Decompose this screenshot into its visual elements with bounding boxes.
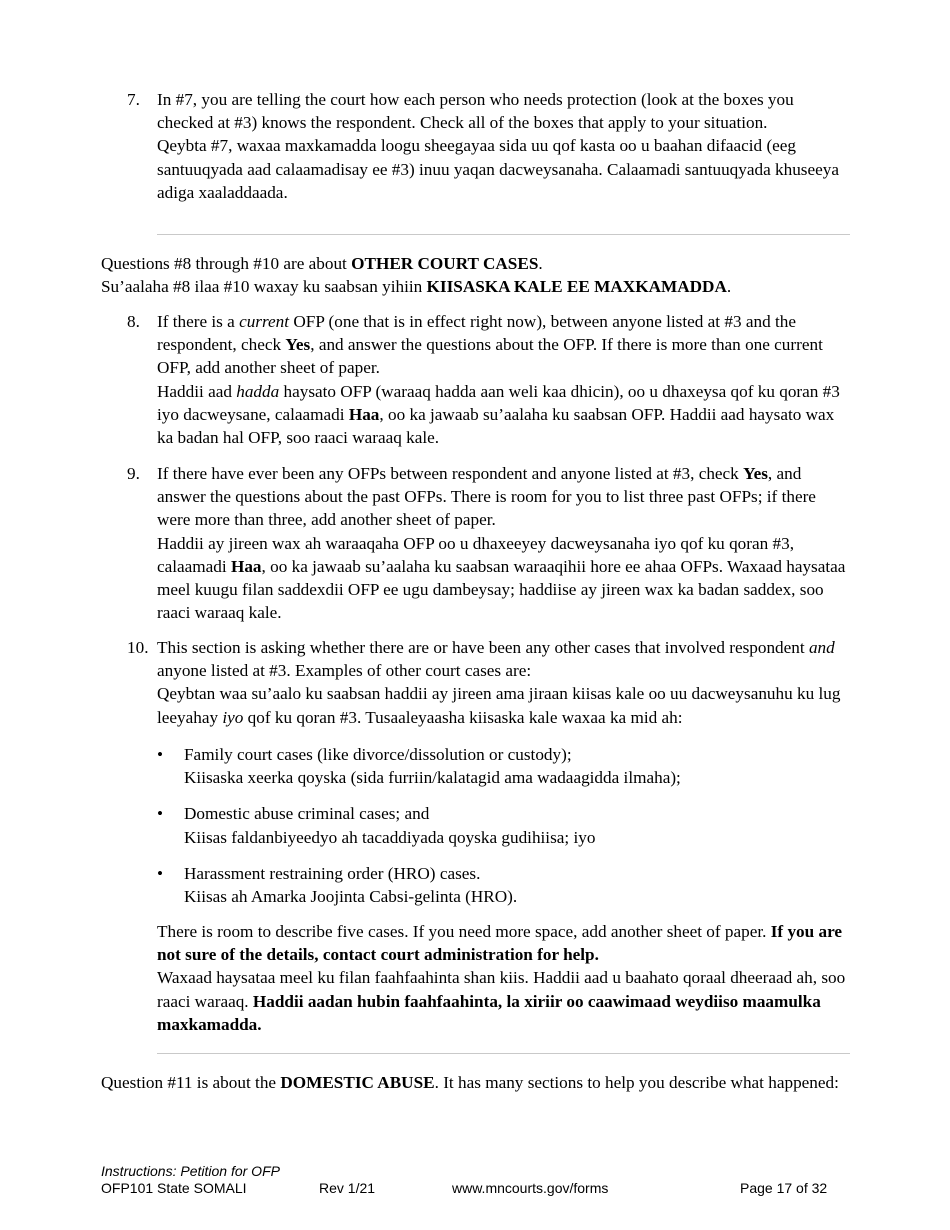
item-10-somali: Qeybtan waa su’aalo ku saabsan haddii ay jireen ama jiraan kiisas kale oo uu dacweysanuhu ku lug leeyahay iyo qof ku qoran #3. Tusaaleyaasha kiisaska kale waxaa ka mid ah: — [157, 684, 841, 727]
item-number: 8. — [127, 312, 140, 331]
footer-url: www.mncourts.gov/forms — [452, 1180, 609, 1196]
instruction-item-10 — [127, 636, 852, 729]
instruction-item-8 — [127, 310, 852, 449]
footer-revision: Rev 1/21 — [319, 1180, 376, 1196]
footer-page-number: Page 17 of 32 — [740, 1180, 828, 1196]
page-footer — [101, 1163, 841, 1197]
item-10-english: This section is asking whether there are or have been any other cases that involved respondent and anyone listed at #3. Examples of other court cases are: — [157, 638, 835, 681]
item-9-somali: Haddii ay jireen wax ah waraaqaha OFP oo u dhaxeeyey dacweysanaha iyo qof ku qoran #3, calaamadi Haa, oo ka jawaab su’aalaha ku saabsan waraaqihii hore ee ahaa OFPs. Waxaad haysataa meel kuugu filan saddexdii OFP ee ugu dambeysay; haddiise ay jireen wax ka badan saddex, soo raaci waraaq kale. — [157, 533, 846, 623]
section-intro-other-court-cases — [101, 252, 861, 298]
divider — [157, 234, 850, 235]
item-9-english: If there have ever been any OFPs between respondent and anyone listed at #3, check Yes, and answer the questions about the past OFPs. There is room for you to list three past OFPs; if there were more than three, add another sheet of paper. — [157, 464, 816, 530]
footer-form-id: OFP101 State SOMALI — [101, 1180, 247, 1196]
section-intro-domestic-abuse: Question #11 is about the DOMESTIC ABUSE. It has many sections to help you describe what happened: — [101, 1073, 839, 1092]
footer-document-title: Instructions: Petition for OFP — [101, 1163, 280, 1179]
item-7-english: In #7, you are telling the court how each person who needs protection (look at the boxes you checked at #3) knows the respondent. Check all of the boxes that apply to your situation. — [157, 90, 794, 133]
bullet-icon: • — [157, 804, 164, 824]
item-number: 10. — [127, 638, 149, 657]
item-10-closing-english: There is room to describe five cases. If you need more space, add another sheet of paper. If you are not sure of the details, contact court administration for help. — [157, 922, 843, 965]
list-item: • Domestic abuse criminal cases; and Kiisas faldanbiyeedyo ah tacaddiyada qoyska gudihiisa; iyo — [157, 804, 596, 847]
instruction-item-9 — [127, 462, 852, 624]
bullet-icon: • — [157, 863, 164, 883]
bullet-icon: • — [157, 745, 164, 764]
list-item: • Family court cases (like divorce/dissolution or custody); Kiisaska xeerka qoyska (sida furriin/kalatagid ama wadaagidda ilmaha); — [157, 745, 681, 788]
item-7-somali: Qeybta #7, waxaa maxkamadda loogu sheegayaa sida uu qof kasta oo u baahan difaacid (eeg santuuqyada aad calaamadisay ee #3) inuu yaqan dacweysanaha. Calaamadi santuuqyada khuseeya adiga xaaladdaada. — [157, 136, 839, 202]
item-8-english: If there is a current OFP (one that is in effect right now), between anyone listed at #3 and the respondent, check Yes, and answer the questions about the OFP. If there is more than one current OFP, add another sheet of paper. — [157, 312, 823, 378]
item-10-closing-somali: Waxaad haysataa meel ku filan faahfaahinta shan kiis. Haddii aad u baahato qoraal dheeraad ah, soo raaci waraaq. Haddii aadan hubin faahfaahinta, la xiriir oo caawimaad weydiiso maamulka maxkamadda. — [157, 968, 846, 1034]
item-8-somali: Haddii aad hadda haysato OFP (waraaq hadda aan weli kaa dhicin), oo u dhaxeysa qof ku qoran #3 iyo dacweysane, calaamadi Haa, oo ka jawaab su’aalaha ku saabsan OFP. Haddii aad haysato wax ka badan hal OFP, soo raaci waraaq kale. — [157, 381, 840, 448]
item-number: 9. — [127, 464, 140, 483]
instruction-item-7 — [127, 88, 852, 204]
item-number: 7. — [127, 90, 140, 109]
divider — [157, 1053, 850, 1054]
section-intro-english: Questions #8 through #10 are about OTHER COURT CASES. — [101, 254, 543, 273]
section-intro-somali: Su’aalaha #8 ilaa #10 waxay ku saabsan yihiin KIISASKA KALE EE MAXKAMADDA. — [101, 277, 732, 297]
other-court-cases-list — [157, 743, 857, 921]
item-10-closing — [127, 920, 852, 1036]
list-item: • Harassment restraining order (HRO) cases. Kiisas ah Amarka Joojinta Cabsi-gelinta (HRO). — [157, 863, 518, 907]
